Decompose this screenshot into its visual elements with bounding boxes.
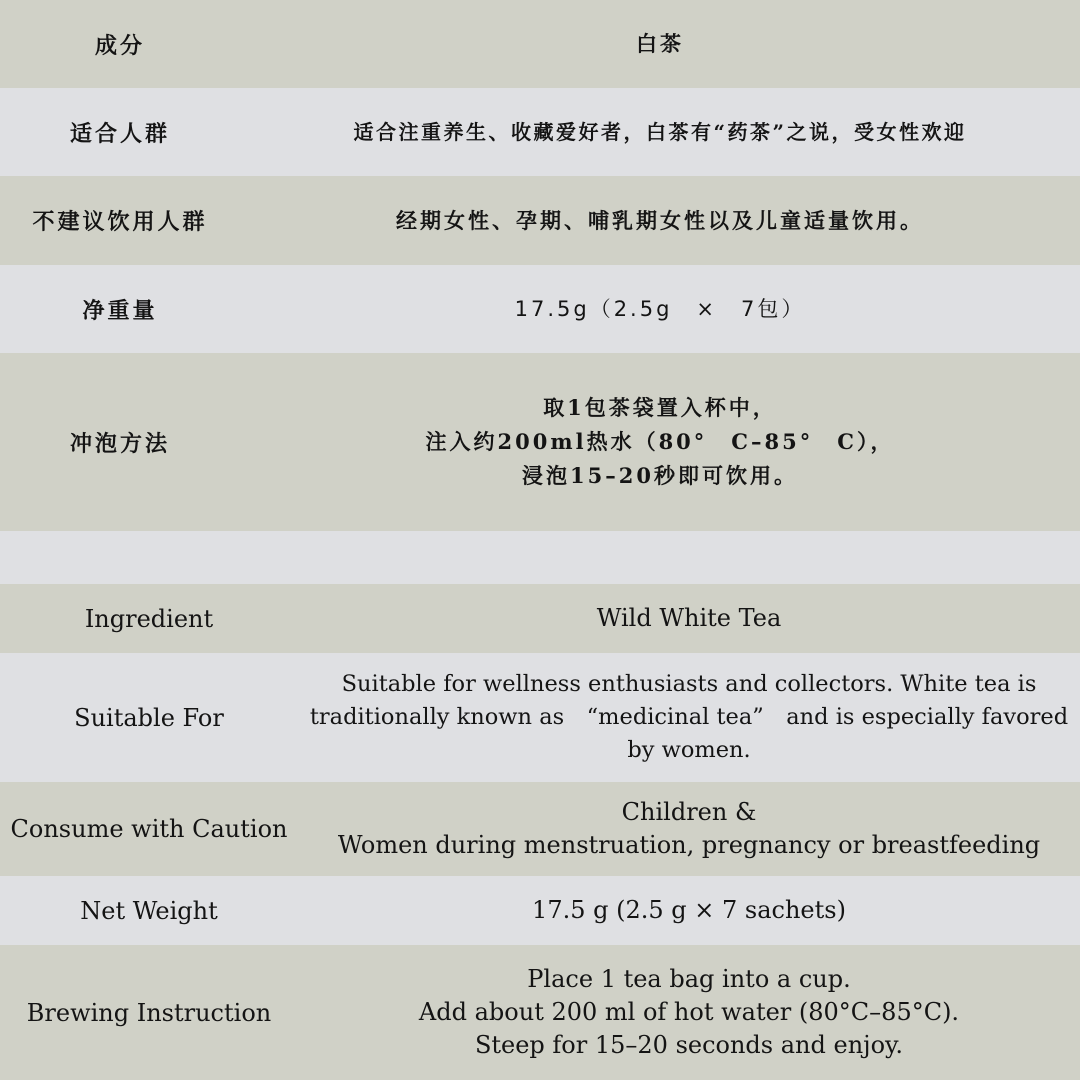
zh-ingredient-label: 成分 — [94, 32, 145, 59]
en-brewing-line: Place 1 tea bag into a cup. — [527, 965, 851, 993]
en-ingredient-value: Wild White Tea — [596, 604, 782, 632]
en-suitable-label: Suitable For — [74, 703, 224, 732]
zh-brewing-line: 浸泡15–20秒即可饮用。 — [522, 463, 798, 488]
en-suitable-line: Suitable for wellness enthusiasts and collectors. White tea is — [341, 671, 1037, 697]
zh-brewing-label: 冲泡方法 — [69, 430, 170, 457]
zh-caution-value: 经期女性、孕期、哺乳期女性以及儿童适量饮用。 — [396, 207, 924, 233]
en-row-ingredient — [0, 584, 1080, 653]
zh-ingredient-value: 白茶 — [636, 31, 684, 56]
zh-weight-value: 17.5g（2.5g × 7包） — [514, 297, 806, 321]
zh-row-suitable — [0, 88, 1080, 176]
en-row-suitable — [0, 653, 1080, 782]
en-caution-value — [298, 796, 1080, 862]
zh-caution-label: 不建议饮用人群 — [32, 209, 208, 235]
zh-row-weight — [0, 265, 1080, 353]
en-caution-line: Women during menstruation, pregnancy or breastfeeding — [337, 831, 1041, 859]
en-weight-label: Net Weight — [80, 896, 218, 925]
en-caution-label: Consume with Caution — [10, 815, 288, 843]
en-caution-line: Children & — [621, 798, 757, 826]
zh-brewing-line: 注入约200ml热水（80° C–85° C）， — [425, 429, 895, 454]
section-divider — [0, 531, 1080, 584]
zh-brewing-value — [240, 391, 1080, 493]
en-ingredient-label: Ingredient — [84, 604, 214, 633]
en-brewing-line: Add about 200 ml of hot water (80°C–85°C). — [418, 998, 960, 1026]
en-brewing-value — [298, 963, 1080, 1062]
en-weight-value: 17.5 g (2.5 g × 7 sachets) — [532, 896, 846, 924]
en-row-caution — [0, 782, 1080, 876]
zh-suitable-label: 适合人群 — [69, 120, 170, 147]
zh-suitable-value: 适合注重养生、收藏爱好者，白茶有“药茶”之说，受女性欢迎 — [353, 120, 967, 144]
en-suitable-line: traditionally known as “medicinal tea” and is especially favored — [309, 704, 1069, 730]
zh-row-brewing — [0, 353, 1080, 531]
zh-row-caution — [0, 176, 1080, 265]
en-row-weight — [0, 876, 1080, 945]
zh-brewing-line: 取1包茶袋置入杯中， — [543, 395, 777, 420]
en-brewing-line: Steep for 15–20 seconds and enjoy. — [474, 1031, 904, 1059]
zh-weight-label: 净重量 — [82, 297, 158, 324]
en-row-brewing — [0, 945, 1080, 1080]
zh-row-ingredient — [0, 0, 1080, 88]
en-suitable-value — [298, 668, 1080, 767]
en-suitable-line: by women. — [627, 737, 751, 763]
en-brewing-label: Brewing Instruction — [26, 998, 272, 1027]
